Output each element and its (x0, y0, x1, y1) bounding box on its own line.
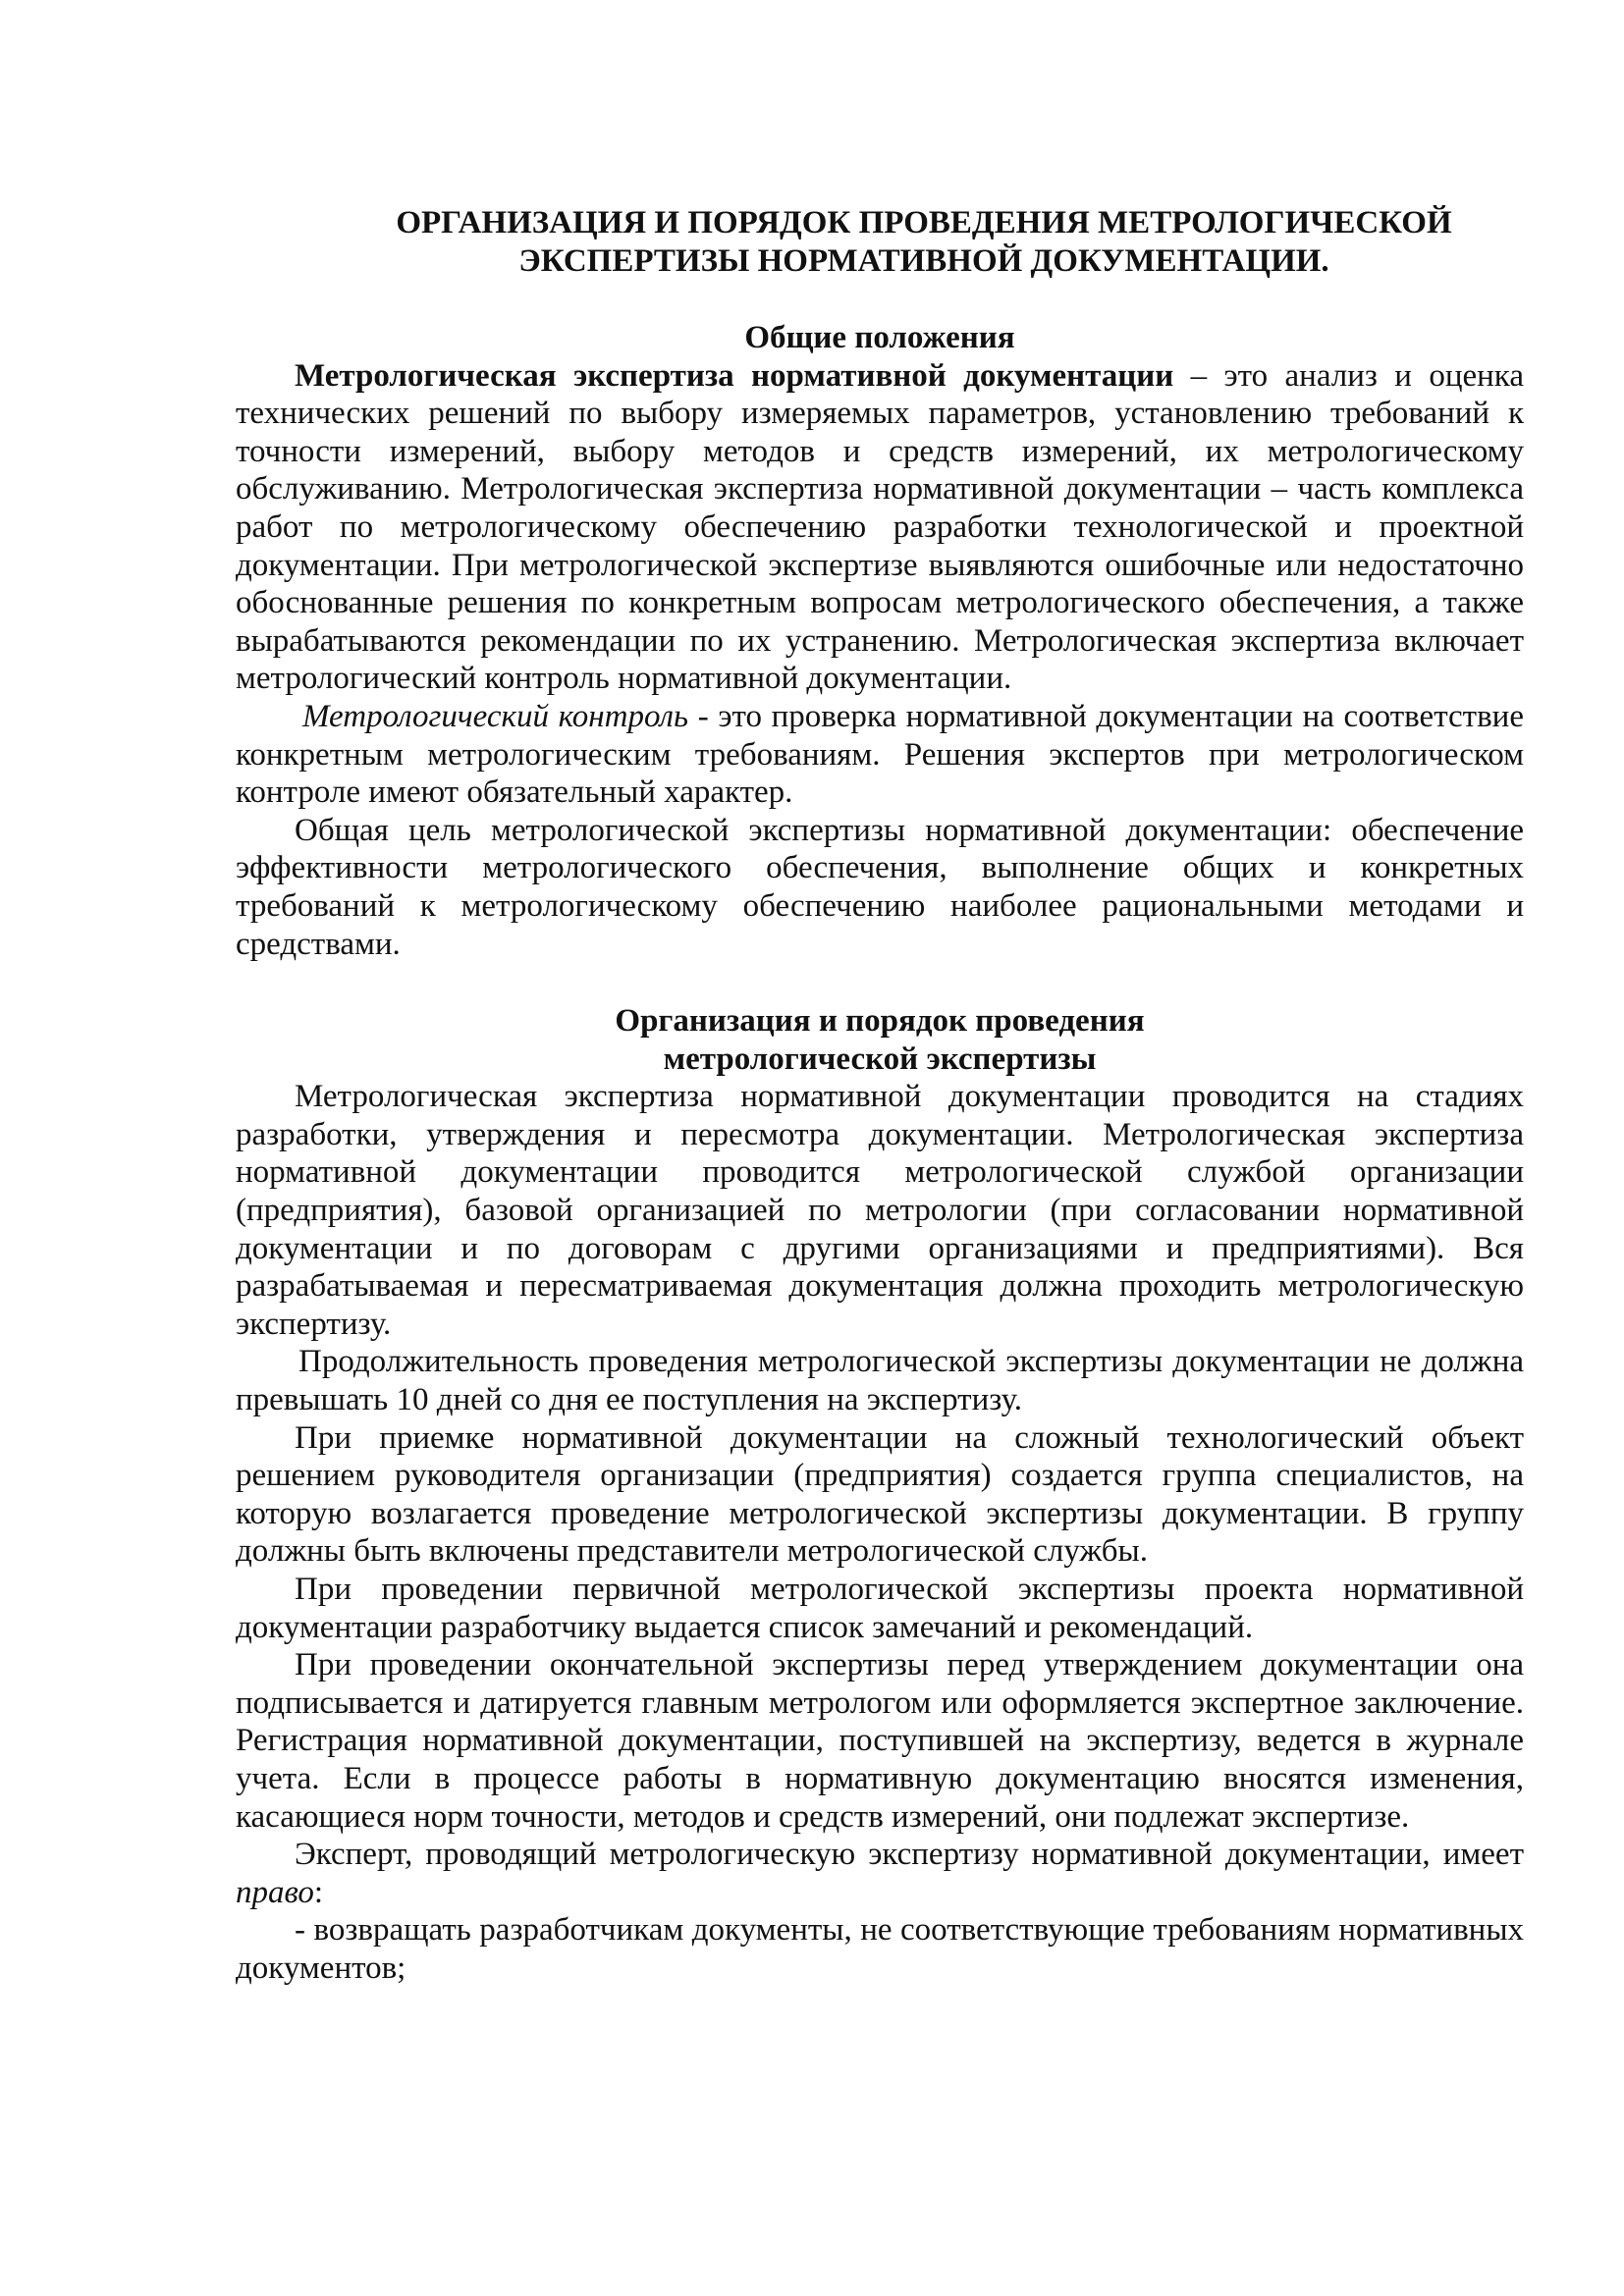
paragraph-expert-rights (236, 1836, 1524, 1911)
term-right: право (236, 1874, 314, 1910)
document-title (236, 204, 1524, 281)
paragraph-expert-rights-colon: : (313, 1874, 324, 1910)
paragraph-general-goal: Общая цель метрологической экспертизы нормативной документации: обеспечение эффективности метрологического обеспечения, выполнение общих и конкретных требований к метрологическому обеспечению наиболее рациональными методами и средствами. (236, 812, 1524, 962)
paragraph-expert-rights-text: Эксперт, проводящий метрологическую экспертизу нормативной документации, имеет (295, 1837, 1524, 1873)
section-heading-organization-line-1: Организация и порядок проведения (615, 1003, 1145, 1040)
section-heading-organization (236, 1002, 1524, 1078)
paragraph-final-expertise: При проведении окончательной экспертизы перед утверждением документации она подписывается и датируется главным метрологом или оформляется экспертное заключение. Регистрация нормативной документации, поступившей на экспертизу, ведется в журнале учета. Если в процессе работы в нормативную документацию вносятся изменения, касающиеся норм точности, методов и средств измерений, они подлежат экспертизе. (236, 1647, 1524, 1835)
section-heading-organization-line-2: метрологической экспертизы (663, 1041, 1097, 1077)
paragraph-specialist-group: При приемке нормативной документации на сложный технологический объект решением руководителя организации (предприятия) создается группа специалистов, на которую возлагается проведение метрологической экспертизы документации. В группу должны быть включены представители метрологической службы. (236, 1419, 1524, 1570)
document-page (236, 196, 1524, 1988)
document-title-line-2: ЭКСПЕРТИЗЫ НОРМАТИВНОЙ ДОКУМЕНТАЦИИ. (518, 243, 1329, 279)
paragraph-definition-expertise-text: – это анализ и оценка технических решений по выбору измеряемых параметров, установлению требований к точности измерений, выбору методов и средств измерений, их метрологическому обслуживанию. Метрологическая экспертиза нормативной документации – часть комплекса работ по метрологическому обеспечению разработки технологической и проектной документации. При метрологической экспертизе выявляются ошибочные или недостаточно обоснованные решения по конкретным вопросам метрологического обеспечения, а также вырабатываются рекомендации по их устранению. Метрологическая экспертиза включает метрологический контроль нормативной документации. (236, 357, 1524, 697)
document-title-line-1: ОРГАНИЗАЦИЯ И ПОРЯДОК ПРОВЕДЕНИЯ МЕТРОЛОГИЧЕСКОЙ (396, 205, 1452, 240)
paragraph-primary-expertise: При проведении первичной метрологической экспертизы проекта нормативной документации разработчику выдается список замечаний и рекомендаций. (236, 1572, 1524, 1645)
paragraph-duration: Продолжительность проведения метрологической экспертизы документации не должна превышать 10 дней со дня ее поступления на экспертизу. (236, 1344, 1524, 1418)
paragraph-stages: Метрологическая экспертиза нормативной документации проводится на стадиях разработки, утверждения и пересмотра документации. Метрологическая экспертиза нормативной документации проводится метрологической службой организации (предприятия), базовой организацией по метрологии (при согласовании нормативной документации и по договорам с другими организациями и предприятиями). Вся разрабатываемая и пересматриваемая документация должна проходить метрологическую экспертизу. (236, 1079, 1524, 1342)
paragraph-definition-expertise (236, 357, 1524, 698)
paragraph-definition-control (236, 698, 1524, 812)
term-metrological-control: Метрологический контроль (302, 698, 689, 734)
list-item-return-documents: - возвращать разработчикам документы, не соответствующие требованиям нормативных документов; (236, 1912, 1524, 1986)
section-heading-general (236, 319, 1524, 357)
paragraph-definition-control-text: - это проверка нормативной документации на соответствие конкретным метрологическим требованиям. Решения экспертов при метрологическом контроле имеют обязательный характер. (236, 698, 1524, 811)
term-metrological-expertise: Метрологическая экспертиза нормативной документации (295, 357, 1174, 394)
section-heading-general-text: Общие положения (744, 320, 1015, 355)
